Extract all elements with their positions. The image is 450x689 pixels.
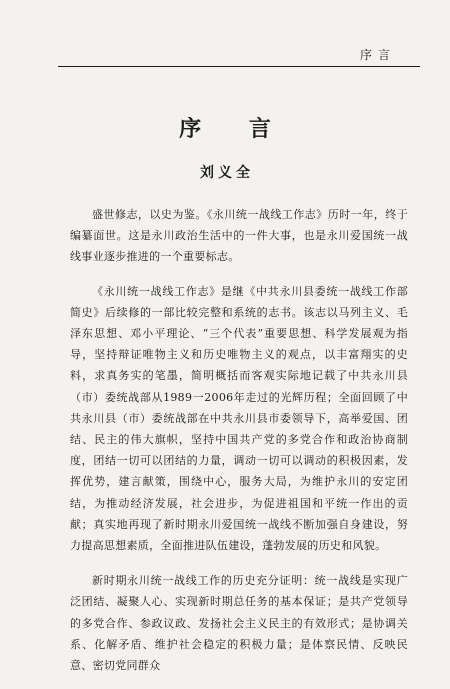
running-header	[58, 46, 420, 66]
page-title: 序 言	[179, 116, 291, 142]
paragraph: 新时期永川统一战线工作的历史充分证明：统一战线是实现广泛团结、凝聚人心、实现新时期总任务的基本保证；是共产党领导的多党合作、参政议政、发扬社会主义民主的有效形式；是协调关系、化解矛盾、维护社会稳定的积极力量；是体察民情、反映民意、密切党同群众	[70, 574, 408, 673]
body-text	[70, 204, 408, 689]
paragraph: 盛世修志，以史为鉴。《永川统一战线工作志》历时一年，终于编纂面世。这是永川政治生活中的一件大事，也是永川爱国统一战线事业逐步推进的一个重要标志。	[70, 208, 408, 264]
running-title: 序言	[359, 48, 396, 62]
header-rule	[58, 66, 420, 67]
paragraph: 《永川统一战线工作志》是继《中共永川县委统一战线工作部简史》后续修的一部比较完整和系统的志书。该志以马列主义、毛泽东思想、邓小平理论、“三个代表”重要思想、科学发展观为指导，坚持辩证唯物主义和历史唯物主义的观点，以丰富翔实的史料，求真务实的笔墨，简明概括而客观实际地记载了中共永川县（市）委统战部从1989一2006年走过的光辉历程；全面回顾了中共永川县（市）委统战部在中共永川县市委领导下，高举爱国、团结、民主的伟大旗帜，坚持中国共产党的多党合作和政治协商制度，团结一切可以团结的力量，调动一切可以调动的积极因素，发挥优势，建言献策，围绕中心，服务大局，为维护永川的安定团结，为推动经济发展，社会进步，为促进祖国和平统一作出的贡献；真实地再现了新时期永川爱国统一战线不断加强自身建设，努力提高思想素质，全面推进队伍建设，蓬勃发展的历史和风貌。	[70, 284, 408, 553]
author-name: 刘义全	[200, 165, 254, 181]
